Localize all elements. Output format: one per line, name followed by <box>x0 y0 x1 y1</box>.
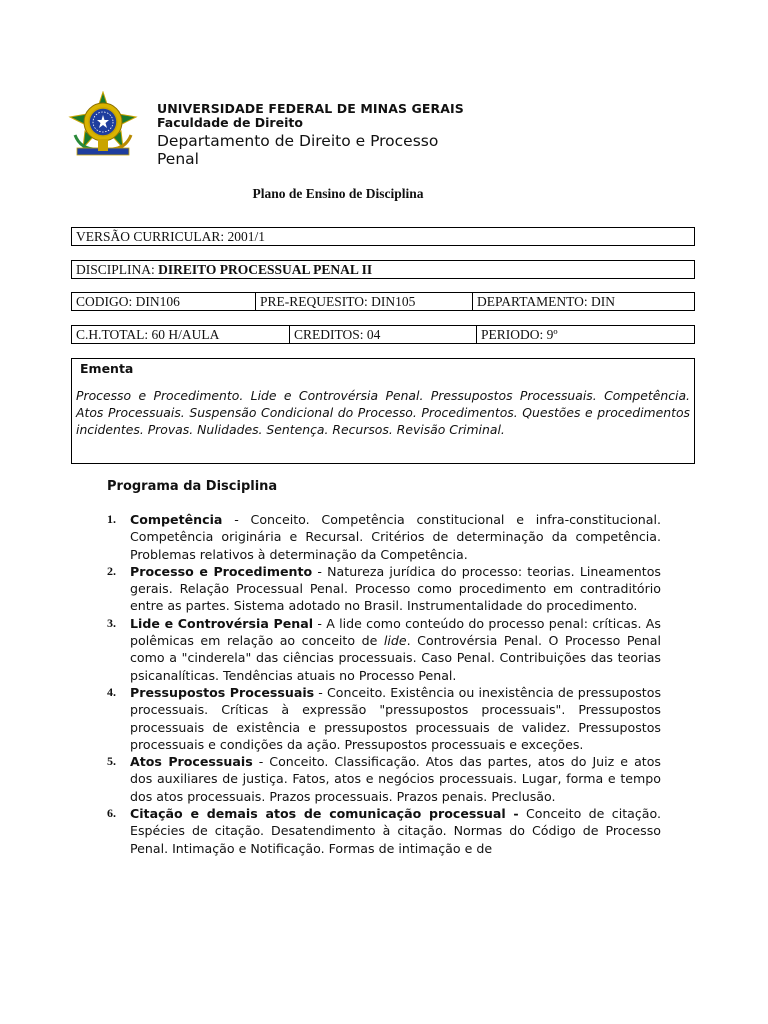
item-text-b: . Controvérsia Penal. O Processo Penal como a "cinderela" das ciências processuais. Caso Penal. Contribuições das teorias psicanalíticas. Tendências atuais no Processo Penal. <box>130 633 661 683</box>
item-separator <box>519 806 526 821</box>
item-separator: - <box>314 684 327 700</box>
item-text: Conceito. Competência constitucional e infra-constitucional. Competência originária e Recursal. Critérios de determinação da competência. Problemas relativos à determinação da Competência. <box>130 512 661 562</box>
creditos-field: CREDITOS: 04 <box>289 326 476 343</box>
item-text: Conceito. Classificação. Atos das partes, atos do Juiz e atos dos auxiliares de justiça. Fatos, atos e negócios processuais. Lugar, forma e tempo dos atos processuais. Prazos processuais. Prazos penais. Preclusão. <box>130 754 661 804</box>
programa-item <box>107 511 661 563</box>
department-line-1: Departamento de Direito e Processo <box>157 132 439 150</box>
item-title: Processo e Procedimento <box>130 563 313 579</box>
item-text-a: A lide como conteúdo do processo penal: críticas. As polêmicas em relação ao conceito de <box>130 615 661 649</box>
item-separator: - <box>252 754 270 770</box>
programa-item <box>107 805 661 857</box>
disciplina-row <box>71 260 695 279</box>
item-separator: - <box>222 512 251 527</box>
programa-list <box>107 511 661 857</box>
codigo-row <box>71 292 695 311</box>
programa-item <box>107 615 661 684</box>
programa-item <box>107 684 661 753</box>
department-line-2: Penal <box>157 150 199 168</box>
programa-item <box>107 563 661 615</box>
item-number: 6. <box>107 806 116 821</box>
item-number: 4. <box>107 684 116 699</box>
ementa-box <box>71 358 695 464</box>
item-title: Competência <box>130 512 223 527</box>
item-title: Atos Processuais <box>130 754 253 770</box>
departamento-field: DEPARTAMENTO: DIN <box>472 293 694 310</box>
programa-title: Programa da Disciplina <box>107 479 278 494</box>
item-title: Lide e Controvérsia Penal <box>130 615 314 631</box>
carga-horaria-row <box>71 325 695 344</box>
ementa-title: Ementa <box>80 361 134 376</box>
item-text: Conceito de citação. Espécies de citação. Desatendimento à citação. Normas do Código de Processo Penal. Intimação e Notificação. Formas de intimação e de <box>130 806 661 856</box>
item-text-italic: lide <box>383 633 407 649</box>
disciplina-field <box>72 261 376 278</box>
item-text: Conceito. Existência ou inexistência de pressupostos processuais. Críticas à expressão "pressupostos processuais". Pressupostos processuais de existência e pressupostos processuais de validez. Pressupostos processuais e condições da ação. Pressupostos processuais e exceções. <box>130 684 662 752</box>
department-name <box>157 132 464 168</box>
ementa-text: Processo e Procedimento. Lide e Controvérsia Penal. Pressupostos Processuais. Competência. Atos Processuais. Suspensão Condicional do Processo. Procedimentos. Questões e procedimentos incidentes. Provas. Nulidades. Sentença. Recursos. Revisão Criminal. <box>76 388 690 437</box>
versao-curricular: VERSÃO CURRICULAR: 2001/1 <box>76 229 266 244</box>
item-number: 5. <box>107 754 116 769</box>
item-title: Citação e demais atos de comunicação processual - <box>130 806 519 822</box>
item-number: 2. <box>107 563 116 578</box>
item-title: Pressupostos Processuais <box>130 684 315 700</box>
brasil-coat-of-arms-icon <box>67 91 139 159</box>
ch-total-field: C.H.TOTAL: 60 H/AULA <box>76 327 220 342</box>
programa-item <box>107 753 661 805</box>
university-name: UNIVERSIDADE FEDERAL DE MINAS GERAIS <box>157 101 464 116</box>
versao-curricular-row <box>71 227 695 246</box>
item-number: 1. <box>107 512 116 526</box>
disciplina-value: DIREITO PROCESSUAL PENAL II <box>158 262 373 277</box>
document-title: Plano de Ensino de Disciplina <box>252 186 424 201</box>
item-text: Natureza jurídica do processo: teorias. Lineamentos gerais. Relação Processual Penal. Processo como procedimento em contraditório entre as partes. Sistema adotado no Brasil. Instrumentalidade do procedimento. <box>130 563 661 614</box>
disciplina-label: DISCIPLINA: <box>76 262 159 277</box>
faculty-name: Faculdade de Direito <box>157 115 303 130</box>
item-separator: - <box>313 615 327 631</box>
institution-header <box>157 102 464 168</box>
codigo-field: CODIGO: DIN106 <box>76 294 180 309</box>
item-separator: - <box>312 563 328 579</box>
item-number: 3. <box>107 615 116 630</box>
periodo-field: PERIODO: 9º <box>476 326 694 343</box>
prerequisito-field: PRE-REQUESITO: DIN105 <box>255 293 472 310</box>
